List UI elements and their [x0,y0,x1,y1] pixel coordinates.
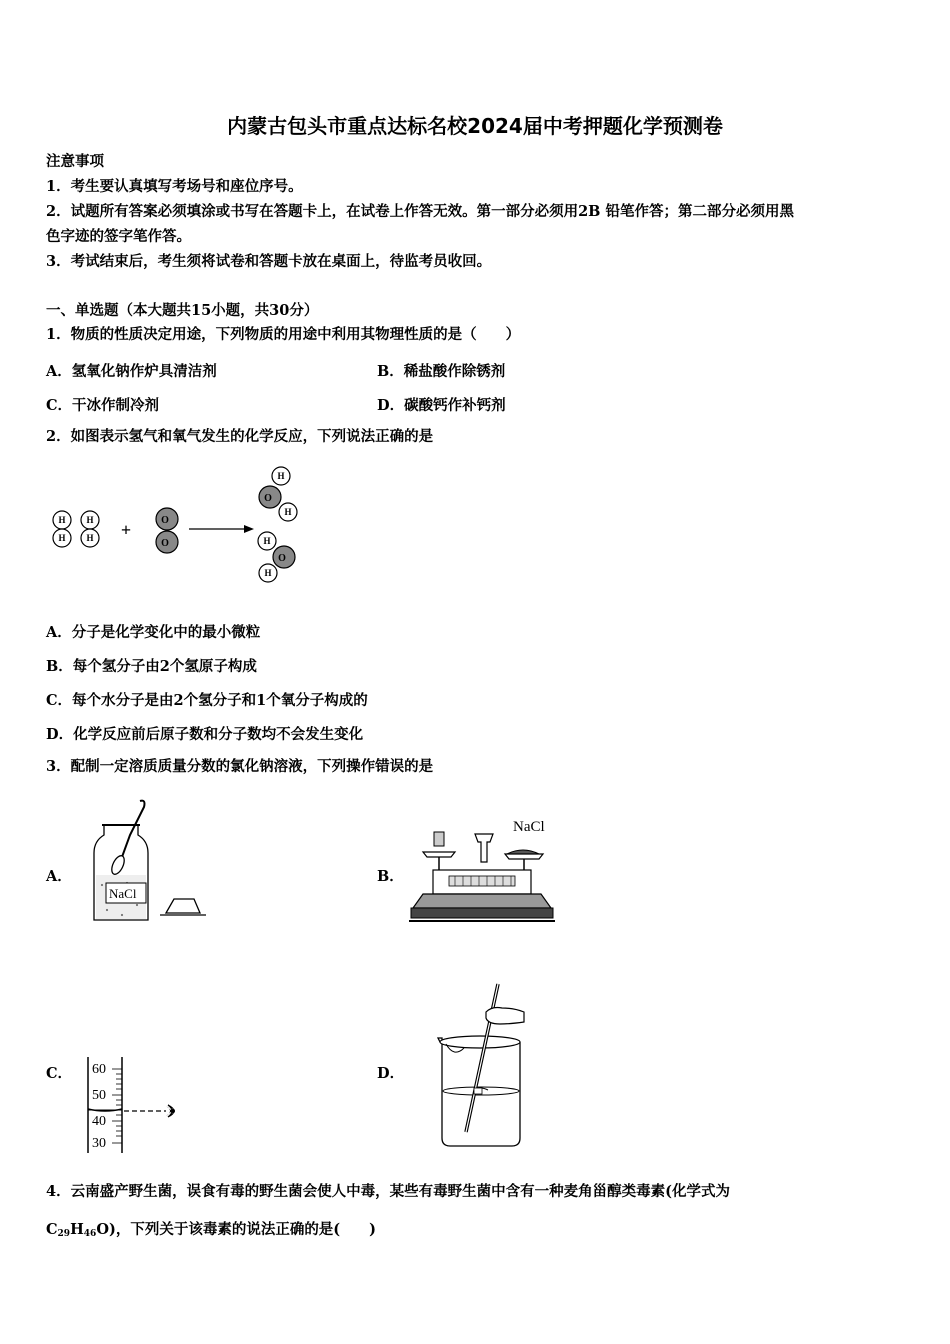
balance-figure [405,812,565,927]
cylinder-tick-60: 60 [92,1062,106,1077]
plus-sign: + [120,520,132,540]
question-1-option-a: A．氢氧化钠作炉具清洁剂 [46,363,217,380]
nacl-label: NaCl [109,886,137,901]
notice-item-1: 1．考生要认真填写考场号和座位序号。 [46,178,303,195]
cylinder-tick-40: 40 [92,1114,106,1129]
formula-h-subscript: 46 [83,1229,97,1239]
beaker-stirring-figure [430,978,540,1153]
o-atom-label: O [264,493,272,504]
question-1-option-c: C．干冰作制冷剂 [46,397,160,414]
section-heading: 一、单选题（本大题共15小题，共30分） [46,302,319,319]
h-atom-label: H [277,471,285,481]
formula-c-subscript: 29 [57,1229,71,1239]
reaction-figure [44,462,314,592]
notice-item-2-cont: 色字迹的签字笔作答。 [46,228,191,245]
question-4-stem-tail: )，下列关于该毒素的说法正确的是( ) [108,1221,377,1238]
formula-o: O [96,1221,109,1238]
question-1-option-d: D．碳酸钙作补钙剂 [377,397,506,414]
hand-icon [486,1008,524,1025]
cylinder-tick-50: 50 [92,1088,106,1103]
h-atom-label: H [86,533,94,543]
question-3-option-b: B． [377,868,404,885]
h-atom-label: H [284,507,292,517]
o-atom-label: O [278,553,286,564]
reaction-arrow [189,525,254,533]
o-atom-label: O [161,515,169,526]
question-2-option-b: B．每个氢分子由2个氢原子构成 [46,658,257,675]
question-2-stem: 2．如图表示氢气和氧气发生的化学反应，下列说法正确的是 [46,428,434,445]
page-title: 内蒙古包头市重点达标名校2024届中考押题化学预测卷 [227,114,723,138]
reagent-bottle-figure [82,795,212,930]
o-atom-label: O [161,538,169,549]
nacl-label: NaCl [513,819,545,835]
question-4-stem-line-2 [46,1220,376,1244]
formula-h: H [70,1221,84,1238]
question-2-option-d: D．化学反应前后原子数和分子数均不会发生变化 [46,726,364,743]
question-3-option-a: A． [46,868,72,885]
notice-heading: 注意事项 [46,153,104,170]
h-atom-label: H [58,533,66,543]
h-atom-label: H [264,568,272,578]
h-atom-label: H [58,515,66,525]
cylinder-tick-30: 30 [92,1136,106,1151]
question-4-stem-line-1: 4．云南盛产野生菌，误食有毒的野生菌会使人中毒，某些有毒野生菌中含有一种麦角甾醇类毒素(化学式为 [46,1183,730,1200]
question-3-option-c: C． [46,1065,73,1082]
question-1-option-b: B．稀盐酸作除锈剂 [377,363,506,380]
h-atom-label: H [86,515,94,525]
notice-item-3: 3．考试结束后，考生须将试卷和答题卡放在桌面上，待监考员收回。 [46,253,492,270]
graduated-cylinder-figure [80,1055,190,1155]
question-2-option-c: C．每个水分子是由2个氢分子和1个氧分子构成的 [46,692,368,709]
question-2-option-a: A．分子是化学变化中的最小微粒 [46,624,261,641]
notice-item-2: 2．试题所有答案必须填涂或书写在答题卡上，在试卷上作答无效。第一部分必须用2B 铅笔作答；第二部分必须用黑 [46,203,794,220]
formula-c: C [46,1221,58,1238]
question-1-stem: 1．物质的性质决定用途，下列物质的用途中利用其物理性质的是（ ） [46,326,521,343]
question-3-option-d: D． [377,1065,405,1082]
question-3-stem: 3．配制一定溶质质量分数的氯化钠溶液，下列操作错误的是 [46,758,434,775]
h-atom-label: H [263,536,271,546]
